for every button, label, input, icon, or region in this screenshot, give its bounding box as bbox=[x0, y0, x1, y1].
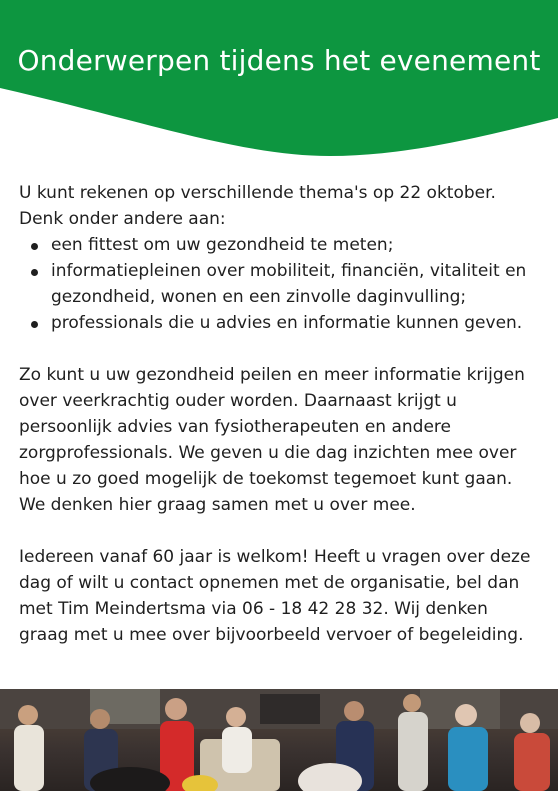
list-item: een fittest om uw gezondheid te meten; bbox=[19, 232, 541, 258]
event-photo-illustration bbox=[0, 689, 558, 791]
event-photo bbox=[0, 689, 558, 791]
main-content bbox=[19, 180, 541, 648]
list-item: professionals die u advies en informatie kunnen geven. bbox=[19, 310, 541, 336]
header-wave-shape bbox=[0, 0, 558, 160]
topics-list bbox=[19, 232, 541, 336]
paragraph-contact: Iedereen vanaf 60 jaar is welkom! Heeft u vragen over deze dag of wilt u contact opnemen met de organisatie, bel dan met Tim Meindertsma via 06 - 18 42 28 32. Wij denken graag met u mee over bijvoorbeeld vervoer of begeleiding. bbox=[19, 547, 531, 645]
paragraph-health: Zo kunt u uw gezondheid peilen en meer informatie krijgen over veerkrachtig ouder worden. Daarnaast krijgt u persoonlijk advies van fysiotherapeuten en andere zorgprofessionals. We geven u die dag inzichten mee over hoe u zo goed mogelijk de toekomst tegemoet kunt gaan. We denken hier graag samen met u over mee. bbox=[19, 365, 525, 515]
header-banner bbox=[0, 0, 558, 160]
list-item: informatiepleinen over mobiliteit, financiën, vitaliteit en gezondheid, wonen en een zinvolle daginvulling; bbox=[19, 258, 541, 310]
page-title: Onderwerpen tijdens het evenement bbox=[17, 44, 541, 77]
spacer bbox=[19, 518, 541, 544]
intro-text: U kunt rekenen op verschillende thema's op 22 oktober. Denk onder andere aan: bbox=[19, 183, 496, 229]
spacer bbox=[19, 336, 541, 362]
